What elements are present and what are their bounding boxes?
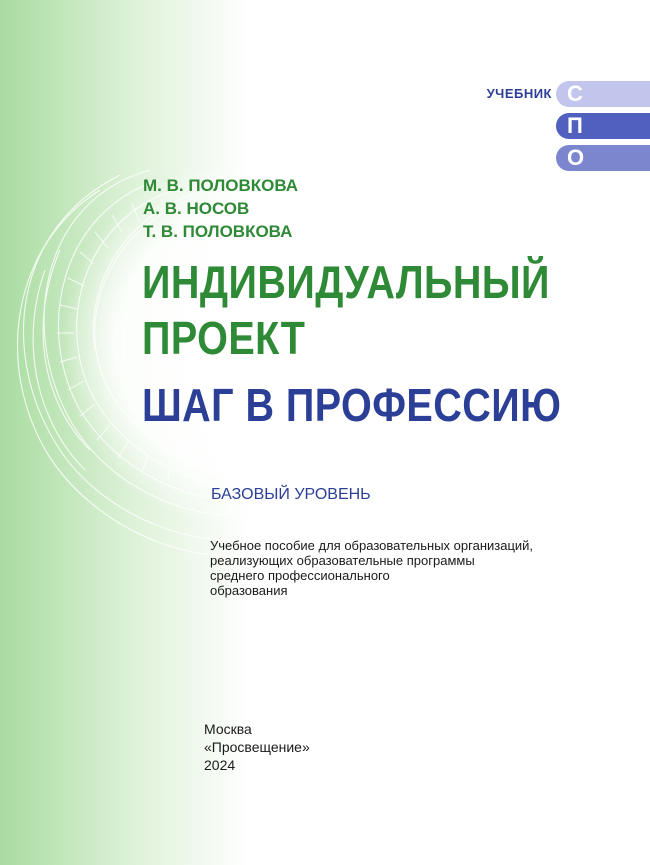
series-tab-letter-2: П xyxy=(556,113,650,139)
series-label: УЧЕБНИК xyxy=(486,86,552,101)
authors-list xyxy=(143,174,298,243)
imprint-publisher: «Просвещение» xyxy=(204,739,310,755)
description-line: образования xyxy=(210,583,288,598)
education-level: БАЗОВЫЙ УРОВЕНЬ xyxy=(211,486,371,503)
book-title-line: ПРОЕКТ xyxy=(142,312,306,364)
description-line: Учебное пособие для образовательных организаций, xyxy=(210,538,534,553)
publisher-imprint xyxy=(204,720,310,774)
description-line: среднего профессионального xyxy=(210,568,390,583)
author-name: Т. В. ПОЛОВКОВА xyxy=(143,222,293,241)
book-title xyxy=(142,254,550,366)
book-description xyxy=(210,538,570,598)
book-title-line: ИНДИВИДУАЛЬНЫЙ xyxy=(142,256,550,308)
author-name: М. В. ПОЛОВКОВА xyxy=(143,176,299,195)
description-line: реализующих образовательные программы xyxy=(210,553,475,568)
book-subtitle: ШАГ В ПРОФЕССИЮ xyxy=(142,379,562,431)
imprint-year: 2024 xyxy=(204,757,236,773)
series-tab-letter-3: О xyxy=(556,145,650,171)
author-name: А. В. НОСОВ xyxy=(143,199,250,218)
imprint-city: Москва xyxy=(204,721,252,737)
series-tab-letter-1: С xyxy=(556,81,650,107)
